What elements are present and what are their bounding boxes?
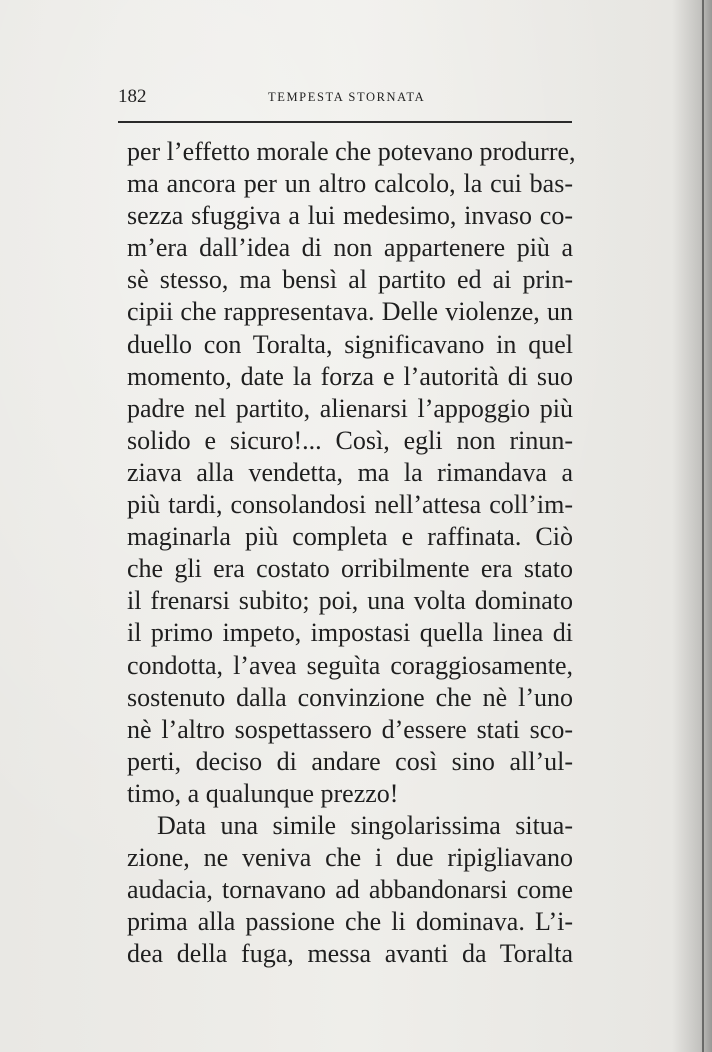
text-line: sè stesso, ma bensì al partito ed ai prin- (127, 265, 573, 295)
text-line: cipii che rappresentava. Delle violenze, un (127, 297, 573, 327)
text-line: il frenarsi subito; poi, una volta dominato (127, 586, 573, 616)
page-edge-line (702, 0, 704, 1052)
body-text (127, 136, 576, 970)
text-line: prima alla passione che li dominava. L’i- (127, 907, 573, 937)
text-line: perti, deciso di andare così sino all’ul- (127, 746, 573, 776)
text-line: padre nel partito, alienarsi l’appoggio più (127, 393, 573, 423)
text-line: timo, a qualunque prezzo! (127, 778, 399, 808)
text-line: momento, date la forza e l’autorità di suo (127, 361, 573, 391)
text-line: zione, ne veniva che i due ripigliavano (127, 843, 573, 873)
text-line: Data una simile singolarissima situa- (157, 810, 573, 840)
text-line: nè l’altro sospettassero d’essere stati sco- (127, 714, 573, 744)
text-line: dea della fuga, messa avanti da Toralta (127, 939, 573, 969)
text-line: duello con Toralta, significavano in quel (127, 329, 573, 359)
text-line: audacia, tornavano ad abbandonarsi come (127, 875, 573, 905)
text-line: che gli era costato orribilmente era stato (127, 554, 573, 584)
page-number: 182 (118, 86, 147, 107)
running-title: TEMPESTA STORNATA (268, 90, 426, 104)
text-line: ziava alla vendetta, ma la rimandava a (127, 457, 573, 487)
text-line: sezza sfuggiva a lui medesimo, invaso co- (127, 201, 573, 231)
text-line: sostenuto dalla convinzione che nè l’uno (127, 682, 573, 712)
text-line: m’era dall’idea di non appartenere più a (127, 233, 573, 263)
text-line: solido e sicuro!... Così, egli non rinun- (127, 425, 573, 455)
text-line: condotta, l’avea seguìta coraggiosamente, (127, 650, 573, 680)
text-line: per l’effetto morale che potevano produrre, (127, 137, 576, 166)
page-header (118, 86, 570, 116)
page-edge-shadow (672, 0, 712, 1052)
text-line: più tardi, consolandosi nell’attesa coll’im- (127, 490, 573, 520)
text-line: ma ancora per un altro calcolo, la cui bas- (127, 169, 573, 199)
text-line: maginarla più completa e raffinata. Ciò (127, 522, 573, 552)
text-line: il primo impeto, impostasi quella linea di (127, 618, 573, 648)
header-rule (118, 121, 572, 123)
